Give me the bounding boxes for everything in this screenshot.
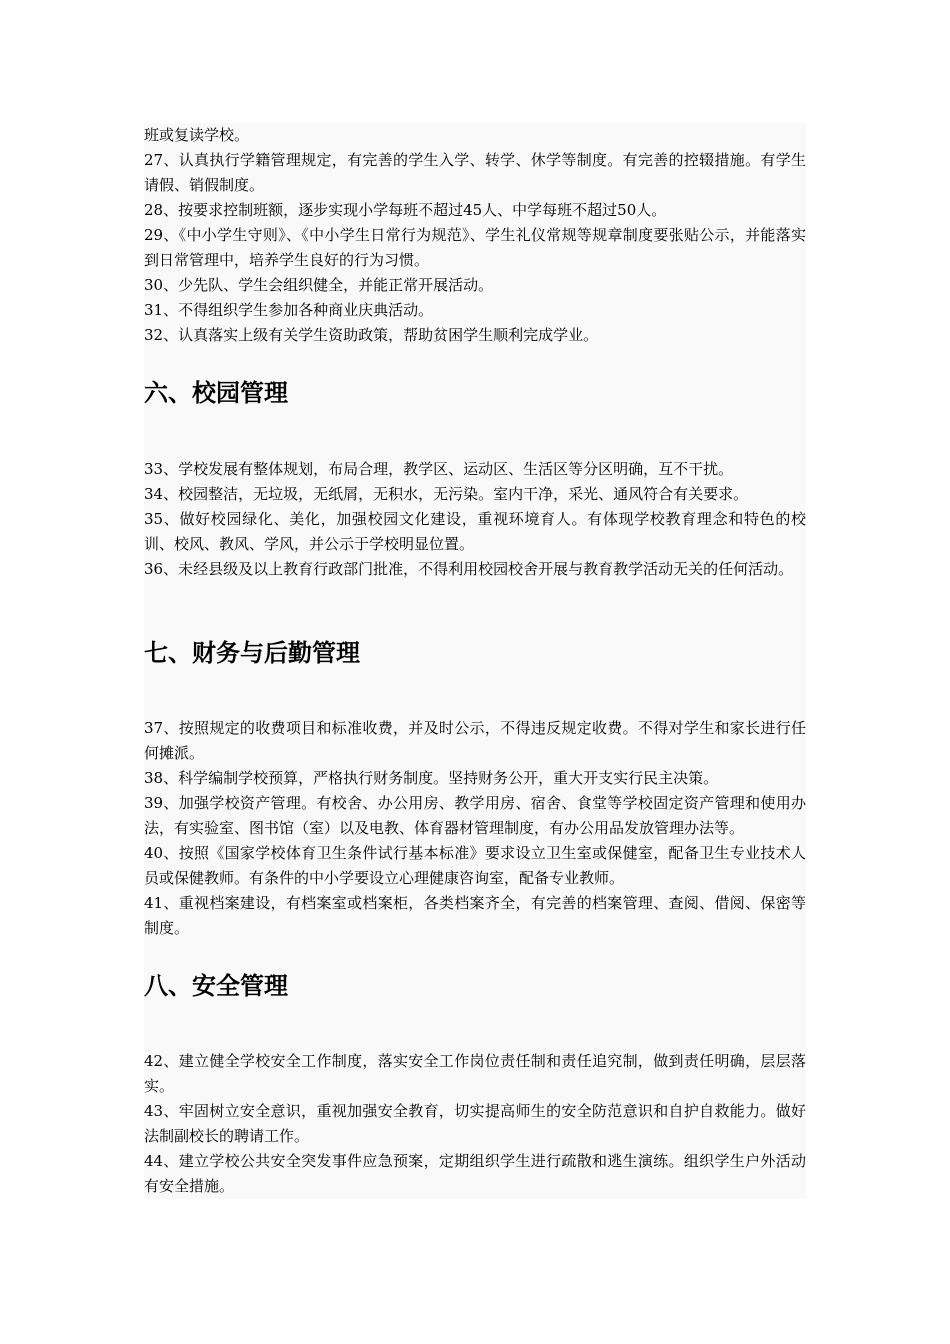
paragraph: 29、《中小学生守则》、《中小学生日常行为规范》、学生礼仪常规等规章制度要张贴公示，并能落实到日常管理中，培养学生良好的行为习惯。: [144, 226, 806, 269]
section-heading-finance: [144, 636, 806, 670]
paragraphs-top: [144, 123, 806, 348]
paragraph: 33、学校发展有整体规划，布局合理，教学区、运动区、生活区等分区明确，互不干扰。: [144, 460, 734, 478]
paragraph: 41、重视档案建设，有档案室或档案柜，各类档案齐全，有完善的档案管理、查阅、借阅、保密等制度。: [144, 894, 806, 937]
document-page: [144, 123, 806, 1199]
section-campus-body: [144, 457, 806, 582]
section-finance-body: [144, 716, 806, 941]
section-safety-body: [144, 1049, 806, 1199]
section-heading-safety: [144, 969, 806, 1003]
paragraph: 28、按要求控制班额，逐步实现小学每班不超过45人、中学每班不超过50人。: [144, 201, 667, 219]
section-heading: 八、安全管理: [144, 972, 288, 1000]
paragraph: 39、加强学校资产管理。有校舍、办公用房、教学用房、宿舍、食堂等学校固定资产管理和使用办法，有实验室、图书馆（室）以及电教、体育器材管理制度，有办公用品发放管理办法等。: [144, 794, 806, 837]
paragraph: 43、牢固树立安全意识，重视加强安全教育，切实提高师生的安全防范意识和自护自救能力。做好法制副校长的聘请工作。: [144, 1102, 806, 1145]
paragraph: 38、科学编制学校预算，严格执行财务制度。坚持财务公开，重大开支实行民主决策。: [144, 769, 719, 787]
paragraph: 37、按照规定的收费项目和标准收费，并及时公示，不得违反规定收费。不得对学生和家长进行任何摊派。: [144, 719, 806, 762]
paragraph: 34、校园整洁，无垃圾，无纸屑，无积水，无污染。室内干净，采光、通风符合有关要求。: [144, 485, 749, 503]
paragraph: 42、建立健全学校安全工作制度，落实安全工作岗位责任制和责任追究制，做到责任明确，层层落实。: [144, 1052, 806, 1095]
paragraph: 30、少先队、学生会组织健全，并能正常开展活动。: [144, 276, 494, 294]
paragraph: 40、按照《国家学校体育卫生条件试行基本标准》要求设立卫生室或保健室，配备卫生专业技术人员或保健教师。有条件的中小学要设立心理健康咨询室，配备专业教师。: [144, 844, 806, 887]
paragraph: 31、不得组织学生参加各种商业庆典活动。: [144, 301, 434, 319]
section-heading: 六、校园管理: [144, 379, 288, 407]
section-heading-campus: [144, 376, 806, 410]
section-heading: 七、财务与后勤管理: [144, 639, 360, 667]
paragraph: 36、未经县级及以上教育行政部门批准，不得利用校园校舍开展与教育教学活动无关的任何活动。: [144, 560, 794, 578]
paragraph: 班或复读学校。: [144, 126, 250, 144]
paragraph: 35、做好校园绿化、美化，加强校园文化建设，重视环境育人。有体现学校教育理念和特色的校训、校风、教风、学风，并公示于学校明显位置。: [144, 510, 806, 553]
paragraph: 27、认真执行学籍管理规定，有完善的学生入学、转学、休学等制度。有完善的控辍措施。有学生请假、销假制度。: [144, 151, 806, 194]
paragraph: 44、建立学校公共安全突发事件应急预案，定期组织学生进行疏散和逃生演练。组织学生户外活动有安全措施。: [144, 1152, 806, 1195]
paragraph: 32、认真落实上级有关学生资助政策，帮助贫困学生顺利完成学业。: [144, 326, 599, 344]
